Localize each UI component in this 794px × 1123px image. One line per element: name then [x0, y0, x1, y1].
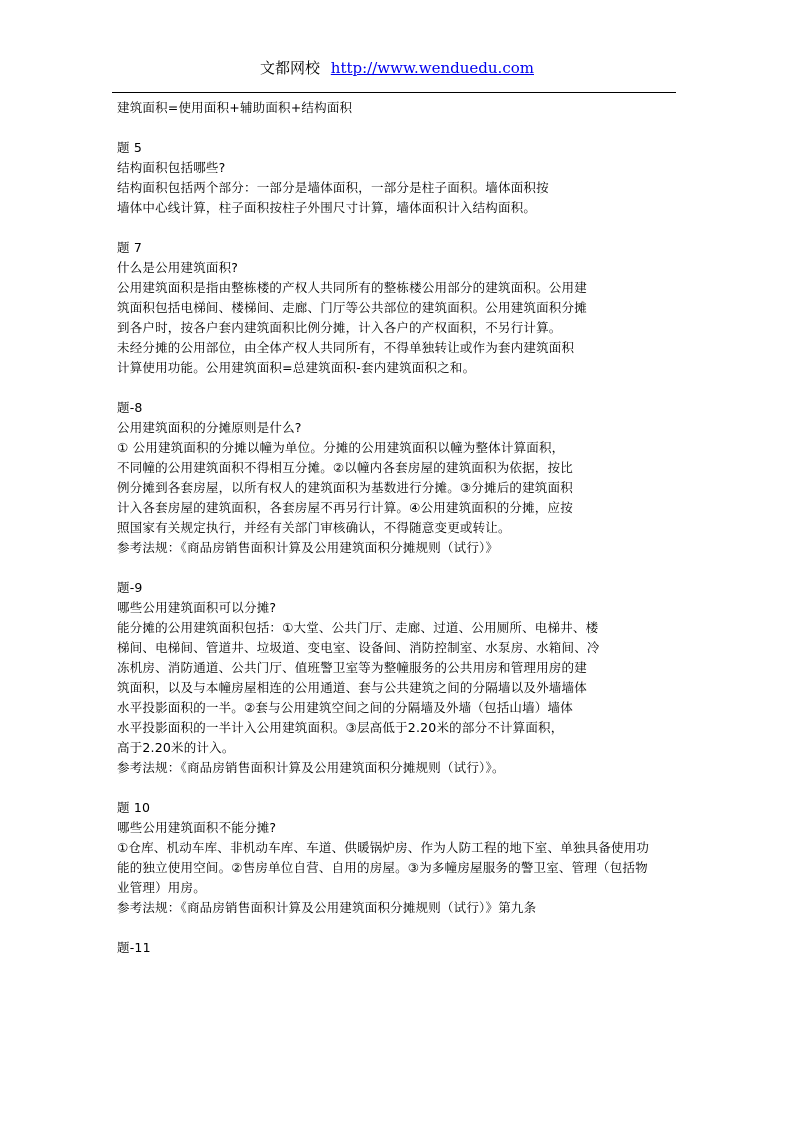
answer-line: ①仓库、机动车库、非机动车库、车道、供暖锅炉房、作为人防工程的地下室、单独具备使用功 — [117, 840, 650, 855]
school-url-link[interactable]: http://www.wenduedu.com — [330, 59, 534, 77]
question-10 — [117, 798, 677, 918]
question-5 — [117, 138, 677, 218]
reference-line: 参考法规：《商品房销售面积计算及公用建筑面积分摊规则（试行）》 — [117, 540, 499, 555]
answer-line: 能分摊的公用建筑面积包括：①大堂、公共门厅、走廊、过道、公用厕所、电梯井、楼 — [117, 620, 599, 635]
answer-line: 不同幢的公用建筑面积不得相互分摊。②以幢内各套房屋的建筑面积为依据，按比 — [117, 460, 573, 475]
answer-line: 高于2.20米的计入。 — [117, 740, 235, 755]
question-11-label: 题-11 — [117, 940, 151, 955]
question-label: 题 7 — [117, 240, 143, 255]
question-8 — [117, 398, 677, 558]
question-label: 题-9 — [117, 580, 143, 595]
answer-line: 筑面积包括电梯间、楼梯间、走廊、门厅等公共部位的建筑面积。公用建筑面积分摊 — [117, 300, 587, 315]
answer-line: 墙体中心线计算，柱子面积按柱子外围尺寸计算，墙体面积计入结构面积。 — [117, 200, 537, 215]
question-label: 题 5 — [117, 140, 143, 155]
answer-line: 计算使用功能。公用建筑面积=总建筑面积-套内建筑面积之和。 — [117, 360, 476, 375]
answer-line: 冻机房、消防通道、公共门厅、值班警卫室等为整幢服务的公共用房和管理用房的建 — [117, 660, 587, 675]
question-title: 结构面积包括哪些? — [117, 160, 226, 175]
document-body — [117, 98, 677, 958]
question-title: 哪些公用建筑面积可以分摊? — [117, 600, 277, 615]
question-title: 公用建筑面积的分摊原则是什么? — [117, 420, 302, 435]
question-label: 题-8 — [117, 400, 143, 415]
question-title: 什么是公用建筑面积? — [117, 260, 239, 275]
school-name: 文都网校 — [260, 59, 321, 77]
intro-line: 建筑面积=使用面积+辅助面积+结构面积 — [117, 100, 353, 115]
question-9 — [117, 578, 677, 778]
answer-line: 水平投影面积的一半计入公用建筑面积。③层高低于2.20米的部分不计算面积， — [117, 720, 564, 735]
answer-line: 梯间、电梯间、管道井、垃圾道、变电室、设备间、消防控制室、水泵房、水箱间、冷 — [117, 640, 600, 655]
answer-line: 业管理）用房。 — [117, 880, 206, 895]
answer-line: 到各户时，按各户套内建筑面积比例分摊，计入各户的产权面积，不另行计算。 — [117, 320, 562, 335]
question-7 — [117, 238, 677, 378]
answer-line: 结构面积包括两个部分：一部分是墙体面积，一部分是柱子面积。墙体面积按 — [117, 180, 549, 195]
answer-line: 未经分摊的公用部位，由全体产权人共同所有，不得单独转让或作为套内建筑面积 — [117, 340, 575, 355]
reference-line: 参考法规：《商品房销售面积计算及公用建筑面积分摊规则（试行）》第九条 — [117, 900, 537, 915]
page-header — [0, 58, 794, 78]
answer-line: 照国家有关规定执行，并经有关部门审核确认，不得随意变更或转让。 — [117, 520, 511, 535]
answer-line: 能的独立使用空间。②售房单位自营、自用的房屋。③为多幢房屋服务的警卫室、管理（包括物 — [117, 860, 648, 875]
answer-line: 水平投影面积的一半。②套与公用建筑空间之间的分隔墙及外墙（包括山墙）墙体 — [117, 700, 573, 715]
question-title: 哪些公用建筑面积不能分摊? — [117, 820, 277, 835]
answer-line: 公用建筑面积是指由整栋楼的产权人共同所有的整栋楼公用部分的建筑面积。公用建 — [117, 280, 587, 295]
header-divider — [112, 92, 676, 93]
answer-line: 筑面积，以及与本幢房屋相连的公用通道、套与公共建筑之间的分隔墙以及外墙墙体 — [117, 680, 587, 695]
reference-line: 参考法规：《商品房销售面积计算及公用建筑面积分摊规则（试行）》。 — [117, 760, 505, 775]
answer-line: 计入各套房屋的建筑面积，各套房屋不再另行计算。④公用建筑面积的分摊，应按 — [117, 500, 573, 515]
question-label: 题 10 — [117, 800, 151, 815]
answer-line: 例分摊到各套房屋，以所有权人的建筑面积为基数进行分摊。③分摊后的建筑面积 — [117, 480, 573, 495]
answer-line: ① 公用建筑面积的分摊以幢为单位。分摊的公用建筑面积以幢为整体计算面积， — [117, 440, 565, 455]
